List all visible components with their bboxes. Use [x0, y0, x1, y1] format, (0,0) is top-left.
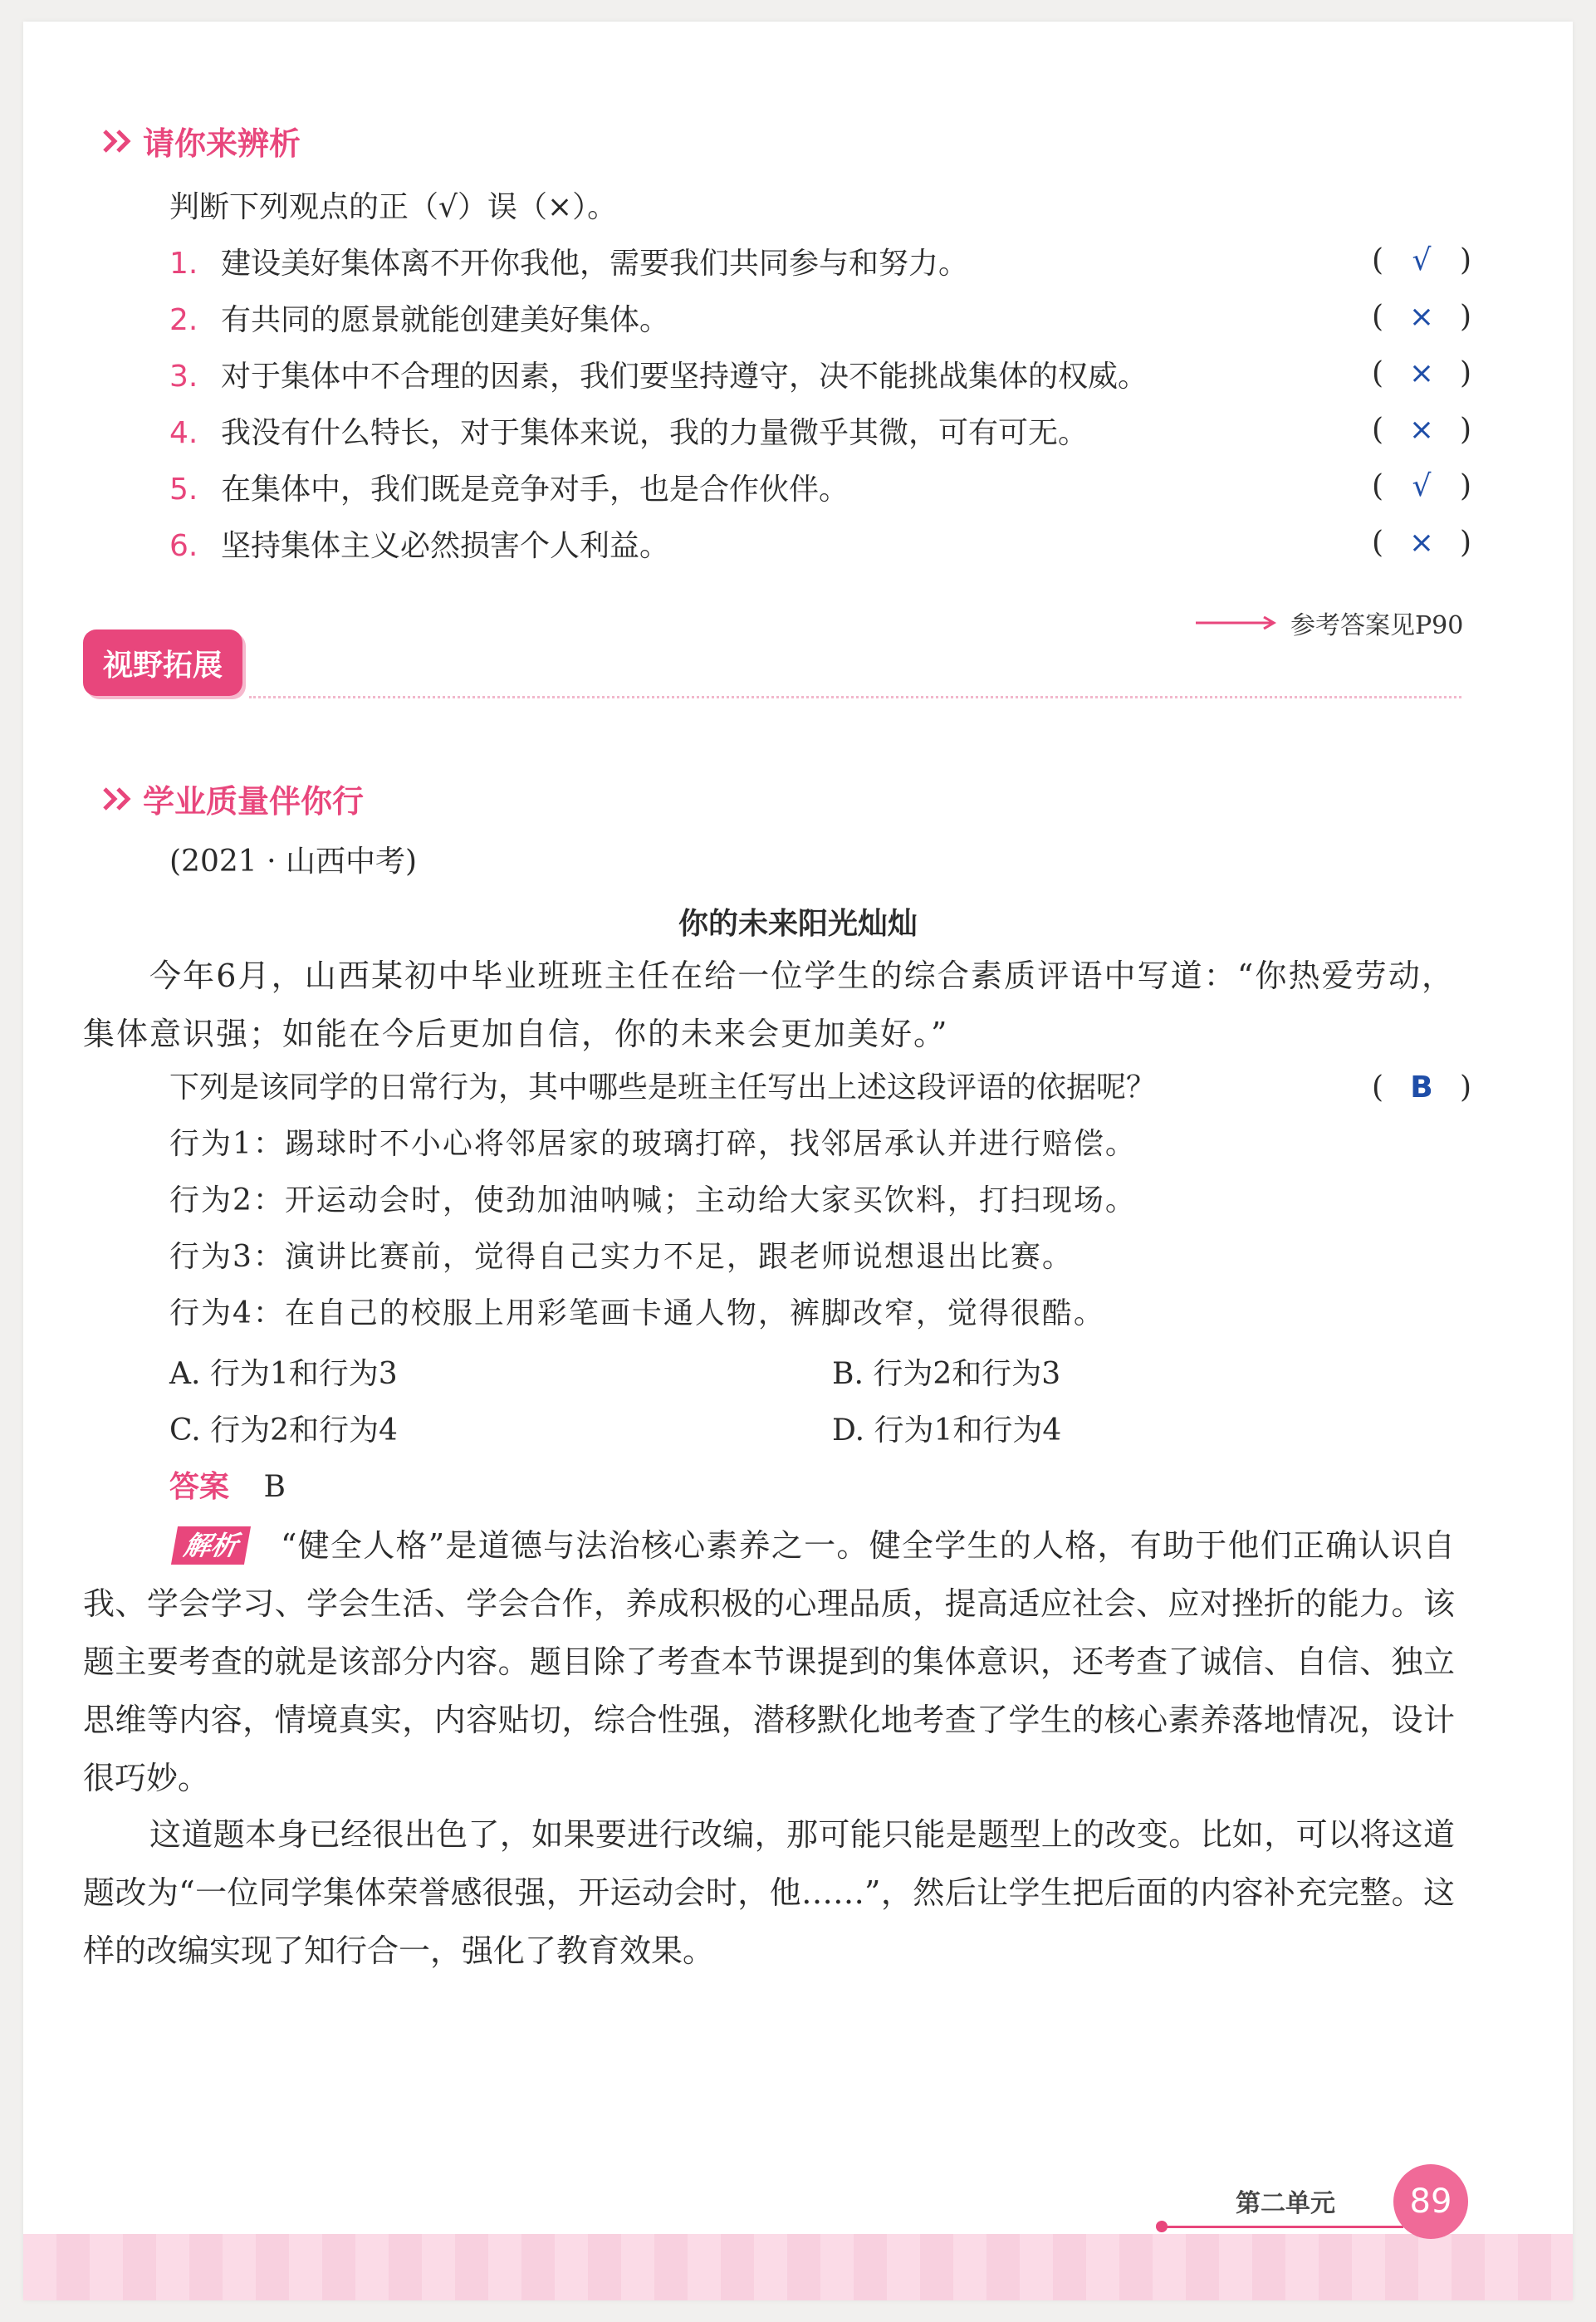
- exam-source: (2021 · 山西中考): [169, 845, 418, 879]
- answer-paren: ( √ ): [1372, 467, 1471, 507]
- behavior-item: 行为2：开运动会时，使劲加油呐喊；主动给大家买饮料，打扫现场。: [169, 1183, 1137, 1217]
- answer-mark: ×: [1408, 526, 1435, 560]
- tf-item: [169, 301, 669, 340]
- item-number: 5.: [169, 473, 198, 507]
- tf-item: [169, 470, 849, 510]
- item-number: 2.: [169, 303, 198, 337]
- behavior-item: 行为4：在自己的校服上用彩笔画卡通人物，裤脚改窄，觉得很酷。: [169, 1296, 1105, 1330]
- tf-item: [169, 414, 1088, 453]
- option-d: D. 行为1和行为4: [832, 1413, 1062, 1448]
- answer-paren: ( × ): [1372, 410, 1471, 450]
- item-number: 6.: [169, 529, 198, 563]
- analysis-text: “健全人格”是道德与法治核心素养之一。健全学生的人格，有助于他们正确认识自我、学会学习、学会生活、学会合作，养成积极的心理品质，提高适应社会、应对挫折的能力。该题主要考查的就是该部分内容。题目除了考查本节课提到的集体意识，还考查了诚信、自信、独立思维等内容，情境真实，内容贴切，综合性强，潜移默化地考查了学生的核心素养落地情况，设计很巧妙。: [83, 1527, 1455, 1796]
- answer-mark: ×: [1408, 413, 1435, 447]
- passage: 今年6月，山西某初中毕业班班主任在给一位学生的综合素质评语中写道：“你热爱劳动，集体意识强；如能在今后更加自信，你的未来会更加美好。”: [83, 958, 1455, 1052]
- tf-item: [169, 527, 669, 566]
- unit-line: [1163, 2226, 1403, 2228]
- answer-mark: ×: [1408, 300, 1435, 334]
- behavior-item: 行为3：演讲比赛前，觉得自己实力不足，跟老师说想退出比赛。: [169, 1240, 1074, 1274]
- reference-answer-link[interactable]: [1196, 605, 1463, 641]
- answer-mark: √: [1412, 243, 1432, 277]
- item-text: 在集体中，我们既是竞争对手，也是合作伙伴。: [221, 473, 849, 507]
- arrow-right-icon: [1196, 615, 1279, 631]
- unit-label: 第二单元: [1236, 2189, 1335, 2218]
- question-answer: B: [1410, 1070, 1433, 1105]
- double-chevron-icon: [101, 128, 135, 154]
- item-text: 有共同的愿景就能创建美好集体。: [221, 303, 670, 337]
- option-b: B. 行为2和行为3: [832, 1357, 1061, 1391]
- analysis-badge: 解析: [171, 1526, 251, 1565]
- item-text: 建设美好集体离不开你我他，需要我们共同参与和努力。: [221, 247, 969, 281]
- question-title: 你的未来阳光灿灿: [678, 907, 918, 941]
- question-answer-paren: ( B ): [1372, 1068, 1471, 1108]
- item-number: 4.: [169, 416, 198, 450]
- analysis-paragraph: [83, 1516, 1455, 1807]
- behavior-item: 行为1：踢球时不小心将邻居家的玻璃打碎，找邻居承认并进行赔偿。: [169, 1127, 1137, 1161]
- divider: [249, 696, 1461, 698]
- section-heading-quality: [101, 776, 364, 821]
- answer-mark: √: [1412, 469, 1432, 503]
- question-text: 下列是该同学的日常行为，其中哪些是班主任写出上述这段评语的依据呢？: [169, 1070, 1157, 1105]
- answer-label: 答案: [169, 1470, 230, 1504]
- analysis-paragraph-2: 这道题本身已经很出色了，如果要进行改编，那可能只能是题型上的改变。比如，可以将这道题改为“一位同学集体荣誉感很强，开运动会时，他……”，然后让学生把后面的内容补充完整。这样的改编实现了知行合一，强化了教育效果。: [83, 1816, 1455, 1969]
- instruction: 判断下列观点的正（√）误（×）。: [169, 190, 618, 224]
- answer-mark: ×: [1408, 356, 1435, 390]
- tf-item: [169, 357, 1148, 397]
- item-text: 对于集体中不合理的因素，我们要坚持遵守，决不能挑战集体的权威。: [221, 360, 1148, 394]
- answer-paren: ( × ): [1372, 523, 1471, 563]
- tf-item: [169, 244, 968, 284]
- answer-paren: ( × ): [1372, 297, 1471, 337]
- item-text: 我没有什么特长，对于集体来说，我的力量微乎其微，可有可无。: [221, 416, 1089, 450]
- answer-paren: ( × ): [1372, 354, 1471, 394]
- section-heading-text: 请你来辨析: [143, 125, 301, 162]
- item-number: 3.: [169, 360, 198, 394]
- page-number: 89: [1393, 2164, 1468, 2239]
- banner-vision-expand: [83, 629, 242, 696]
- answer-paren: ( √ ): [1372, 241, 1471, 281]
- option-c: C. 行为2和行为4: [169, 1413, 398, 1448]
- item-text: 坚持集体主义必然损害个人利益。: [221, 529, 670, 563]
- footer-band: [23, 2234, 1573, 2300]
- banner-label: 视野拓展: [103, 648, 223, 683]
- option-a: A. 行为1和行为3: [169, 1357, 398, 1391]
- section-heading-text: 学业质量伴你行: [143, 783, 365, 820]
- double-chevron-icon: [101, 786, 135, 812]
- section-heading-discriminate: [101, 118, 301, 164]
- answer-value: B: [263, 1470, 286, 1504]
- answer-row: [169, 1463, 286, 1506]
- item-number: 1.: [169, 247, 198, 281]
- reference-text: 参考答案见P90: [1290, 611, 1464, 640]
